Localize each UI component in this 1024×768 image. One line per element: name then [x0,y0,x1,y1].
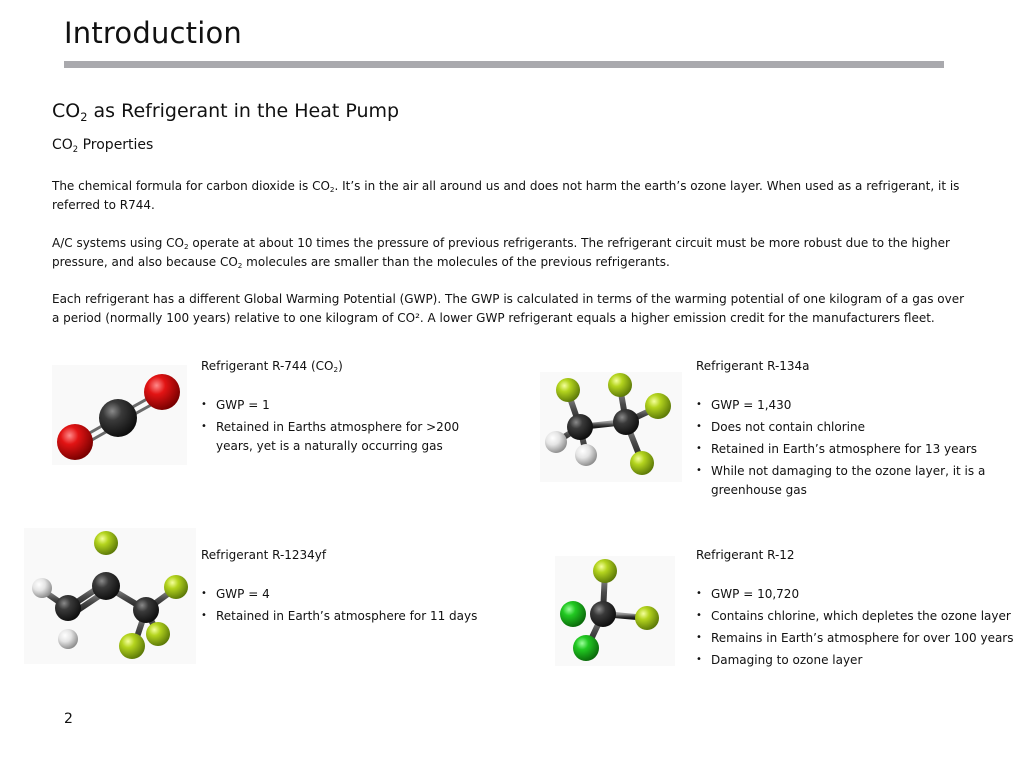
list-item: • Damaging to ozone layer [696,651,1016,670]
r134a-title: Refrigerant R-134a [696,359,810,373]
list-item: • GWP = 1,430 [696,396,996,415]
r744-title: Refrigerant R-744 $(CO_2)$ [201,359,343,375]
list-item: • Retained in Earth’s atmosphere for 11 days [201,607,501,626]
r1234yf-bullets [201,585,501,629]
paragraph-pressure: A/C systems using $CO_2$ operate at about 10 times the pressure of previous refrigerants. The refrigerant circuit must be more robust due to the higher pressure, and also because $CO_2$ molecules are smaller than the molecules of the previous refrigerants. [52,236,950,270]
r12-title: Refrigerant R-12 [696,548,795,562]
page-title: Introduction [64,16,243,50]
list-item: • GWP = 10,720 [696,585,1016,604]
list-item: • Retained in Earth’s atmosphere for 13 years [696,440,996,459]
list-item: • Remains in Earth’s atmosphere for over 100 years [696,629,1016,648]
list-item: • Does not contain chlorine [696,418,996,437]
list-item: • Retained in Earths atmosphere for >200 years, yet is a naturally occurring gas [201,418,471,455]
list-item: • GWP = 4 [201,585,501,604]
r134a-bullets [696,396,996,503]
list-item: • While not damaging to the ozone layer, it is a greenhouse gas [696,462,996,499]
page-number: 2 [64,711,73,727]
r134a-molecule-icon [540,372,682,482]
sub-heading: $CO_2$ Properties [52,137,154,154]
r744-bullets [201,396,471,459]
r1234yf-title: Refrigerant R-1234yf [201,548,327,562]
title-rule [64,61,944,68]
r1234yf-molecule-icon [24,528,196,664]
list-item: • GWP = 1 [201,396,471,415]
r12-bullets [696,585,1016,673]
main-heading: $CO_2$ as Refrigerant in the Heat Pump [52,100,400,124]
r12-molecule-icon [555,556,675,666]
paragraph-formula: The chemical formula for carbon dioxide is $CO_2$. It’s in the air all around us and does not harm the earth’s ozone layer. When used as a refrigerant, it is referred to R744. [52,179,960,212]
paragraph-gwp: Each refrigerant has a different Global Warming Potential (GWP). The GWP is calculated in terms of the warming potential of one kilogram of a gas over a period (normally 100 years) relative to one kilogram of CO². A lower GWP refrigerant equals a higher emission credit for the manufacturers fleet. [52,292,965,325]
co2-molecule-icon [52,365,187,465]
list-item: • Contains chlorine, which depletes the ozone layer [696,607,1016,626]
